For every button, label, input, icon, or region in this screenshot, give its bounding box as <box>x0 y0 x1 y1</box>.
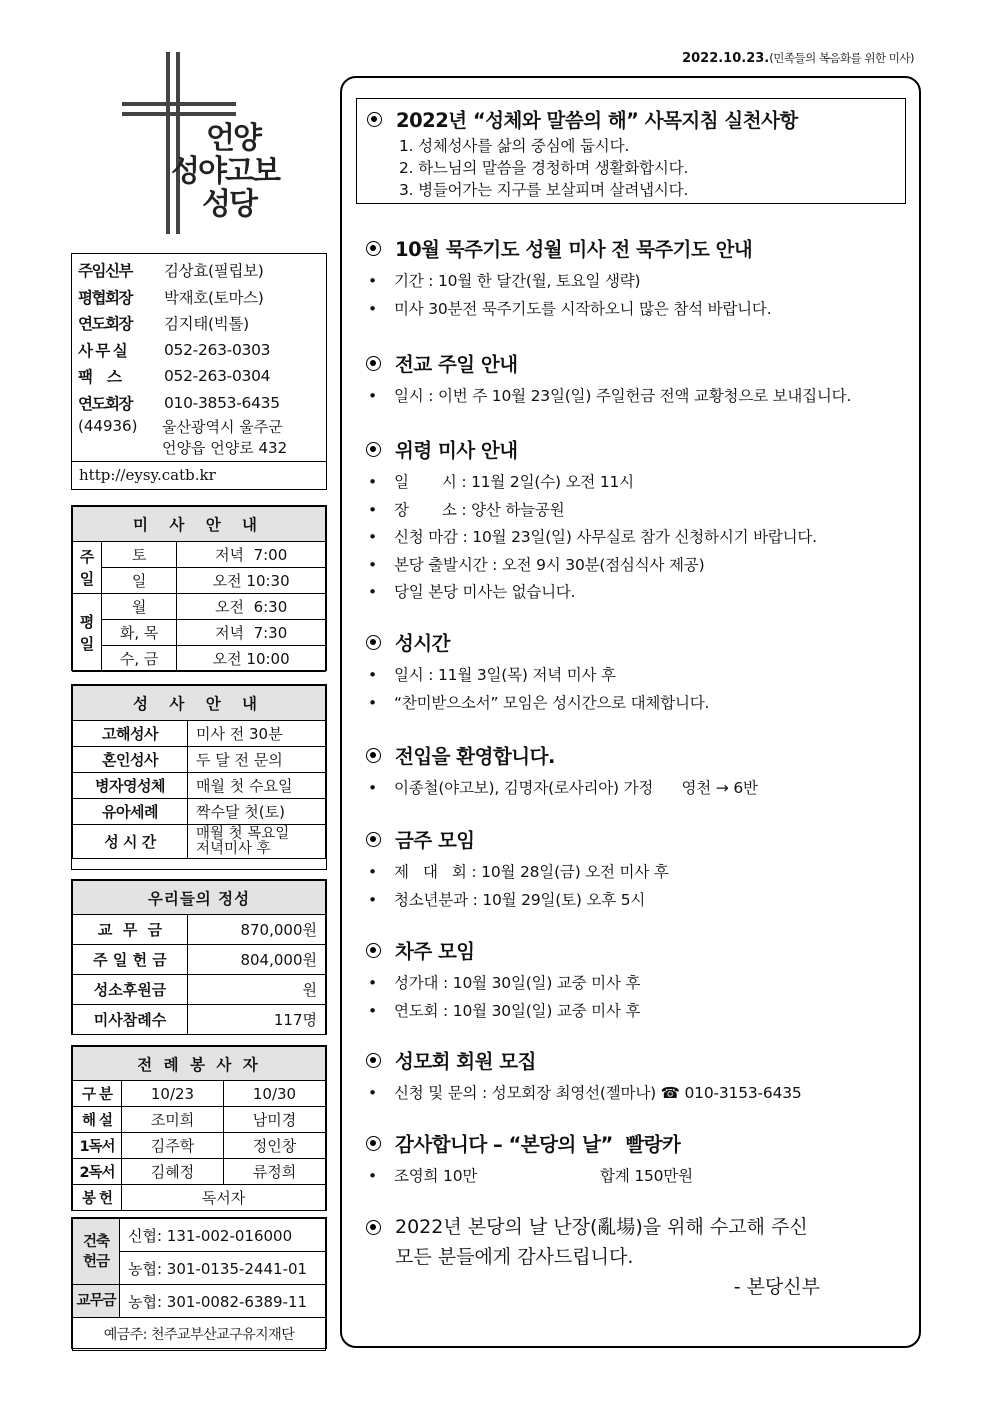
list-item: • 연도회 : 10월 30일(일) 교중 미사 후 <box>368 1001 641 1020</box>
logo-line-3: 성당 <box>202 187 256 222</box>
table-row <box>73 646 326 672</box>
bullet-icon <box>366 1136 381 1151</box>
server-name: 남미경 <box>224 1107 326 1133</box>
sacrament-label: 고해성사 <box>73 721 188 747</box>
table-row <box>73 1005 326 1035</box>
sunday-label: 주일 <box>73 542 102 594</box>
section-holy-hour <box>366 628 916 717</box>
bank-table <box>72 1218 326 1351</box>
list-item: • 성가대 : 10월 30일(일) 교중 미사 후 <box>368 974 641 992</box>
section-rosary <box>366 234 916 323</box>
info-label: 팩 스 <box>78 368 121 387</box>
offering-box <box>71 879 327 1035</box>
list-item: • 일시 : 11월 3일(목) 저녁 미사 후 <box>368 666 616 684</box>
section-title: 위령 미사 안내 <box>366 435 916 463</box>
sacrament-label: 병자영성체 <box>73 773 188 799</box>
section-thanks <box>366 1212 916 1302</box>
list-item: • 일시 : 이번 주 10월 23일(일) 주일헌금 전액 교황청으로 보내집니다. <box>368 387 852 405</box>
server-role: 구 분 <box>73 1081 122 1107</box>
section-title: 전입을 환영합니다. <box>366 741 916 769</box>
offering-label: 교 무 금 <box>73 915 188 945</box>
table-row <box>73 747 326 773</box>
bullet-icon <box>366 241 381 256</box>
nonghyup-account: 농협: 301-0135-2441-01 <box>120 1252 326 1285</box>
bullet-icon <box>366 1220 381 1235</box>
sacrament-value <box>188 825 326 859</box>
offering-label: 미사참례수 <box>73 1005 188 1035</box>
sacraments-box <box>71 684 327 870</box>
logo-line-2: 성야고보 <box>171 154 279 189</box>
mass-schedule-box <box>71 505 327 671</box>
table-row <box>73 1133 326 1159</box>
list-item: • 일 시 : 11월 2일(수) 오전 11시 <box>368 473 634 491</box>
info-row <box>78 284 320 311</box>
mass-day: 일 <box>102 568 177 594</box>
holy-hour-line-2: 저녁미사 후 <box>196 840 271 857</box>
address <box>78 417 320 459</box>
servers-title: 전 례 봉 사 자 <box>73 1047 326 1081</box>
info-label: 사 무 실 <box>78 341 127 360</box>
info-value: 박재호(토마스) <box>164 288 264 307</box>
section-legion-recruit <box>366 1046 916 1108</box>
address-line-1: 울산광역시 울주군 <box>162 418 283 436</box>
mass-day: 월 <box>102 594 177 620</box>
offering-table <box>72 880 326 1035</box>
section-title: 차주 모임 <box>366 936 916 964</box>
table-row <box>73 915 326 945</box>
info-label: 평협회장 <box>78 288 132 307</box>
thanks-line-2: 모든 분들에게 감사드립니다. <box>395 1246 634 1268</box>
bullet-icon <box>366 356 381 371</box>
mass-day: 토 <box>102 542 177 568</box>
list-item: • 당일 본당 미사는 없습니다. <box>368 583 576 601</box>
address-line-2: 언양읍 언양로 432 <box>162 439 288 457</box>
list-item: • “찬미받으소서” 모임은 성시간으로 대체합니다. <box>368 693 710 712</box>
table-row <box>73 1185 326 1211</box>
bullet-icon <box>366 442 381 457</box>
info-value: 김지태(빅톨) <box>164 315 249 334</box>
list-item: • 조영희 10만 합계 150만원 <box>368 1167 693 1185</box>
mass-time: 저녁 7:00 <box>177 542 326 568</box>
bullet-icon <box>366 635 381 650</box>
pastoral-item: 2. 하느님의 말씀을 경청하며 생활화합시다. <box>399 159 689 177</box>
sacrament-label: 유아세례 <box>73 799 188 825</box>
occasion-text: (민족들의 복음화를 위한 미사) <box>769 51 914 65</box>
list-item: • 장 소 : 양산 하늘공원 <box>368 500 565 519</box>
bullet-icon <box>366 748 381 763</box>
mass-time: 오전 10:30 <box>177 568 326 594</box>
info-row <box>78 310 320 337</box>
section-mission-sunday <box>366 349 916 411</box>
list-item: • 제 대 회 : 10월 28일(금) 오전 미사 후 <box>368 863 669 881</box>
bank-accounts-box <box>71 1217 327 1349</box>
mass-schedule-table <box>72 506 326 672</box>
list-item: • 본당 출발시간 : 오전 9시 30분(점심식사 제공) <box>368 555 705 574</box>
mass-time: 오전 6:30 <box>177 594 326 620</box>
bullet-icon <box>366 1053 381 1068</box>
offering-amount: 804,000원 <box>188 945 326 975</box>
dues-account: 농협: 301-0082-6389-11 <box>120 1285 326 1318</box>
table-row <box>73 1081 326 1107</box>
sacrament-value: 매월 첫 수요일 <box>188 773 326 799</box>
info-label: 연도회장 <box>78 394 132 413</box>
mass-schedule-title: 미 사 안 내 <box>73 507 326 542</box>
server-role: 봉 헌 <box>73 1185 122 1211</box>
sacrament-value: 짝수달 첫(토) <box>188 799 326 825</box>
bullet-icon <box>366 832 381 847</box>
table-row <box>73 945 326 975</box>
logo-line-1: 언양 <box>206 121 260 156</box>
parish-info-box <box>71 253 327 490</box>
info-row <box>78 363 320 390</box>
account-holder: 예금주: 천주교부산교구유지재단 <box>73 1318 326 1351</box>
table-row <box>73 1219 326 1252</box>
pastoral-item: 3. 병들어가는 지구를 보살피며 살려냅시다. <box>399 181 689 199</box>
table-row <box>73 721 326 747</box>
office-phone: 052-263-0303 <box>164 340 271 359</box>
list-item: • 청소년분과 : 10월 29일(토) 오후 5시 <box>368 890 646 909</box>
list-item: • 기간 : 10월 한 달간(월, 토요일 생략) <box>368 272 641 290</box>
info-row <box>78 337 320 364</box>
info-value: 김상효(필립보) <box>164 262 264 281</box>
list-item: • 신청 및 문의 : 성모회장 최영선(젤마나) ☎ 010-3153-6435 <box>368 1084 802 1102</box>
servers-table <box>72 1046 326 1211</box>
bullet-icon <box>367 112 382 127</box>
table-row <box>73 594 326 620</box>
offering-label: 주 일 헌 금 <box>73 945 188 975</box>
server-name: 조미희 <box>122 1107 224 1133</box>
table-row <box>73 825 326 859</box>
server-role: 1독서 <box>73 1133 122 1159</box>
server-date: 10/23 <box>122 1081 224 1107</box>
date-text: 2022.10.23. <box>682 51 770 66</box>
list-item: • 신청 마감 : 10월 23일(일) 사무실로 참가 신청하시기 바랍니다. <box>368 528 817 546</box>
section-title: 전교 주일 안내 <box>366 349 916 377</box>
sacrament-value: 두 달 전 문의 <box>188 747 326 773</box>
sacrament-label: 성 시 간 <box>73 825 188 859</box>
section-memorial-mass <box>366 435 916 607</box>
info-label: 주임신부 <box>78 262 132 281</box>
info-label: 연도회장 <box>78 315 132 334</box>
sacraments-title: 성 사 안 내 <box>73 686 326 721</box>
fax-number: 052-263-0304 <box>164 367 271 386</box>
table-row <box>73 975 326 1005</box>
zip-code: (44936) <box>78 417 138 435</box>
pastoral-item: 1. 성체성사를 삶의 중심에 둡시다. <box>399 137 630 155</box>
pastoral-title: 2022년 “성체와 말씀의 해” 사목지침 실천사항 <box>367 105 895 133</box>
offering-label: 성소후원금 <box>73 975 188 1005</box>
server-name: 김주학 <box>122 1133 224 1159</box>
list-item: • 미사 30분전 묵주기도를 시작하오니 많은 참석 바랍니다. <box>368 299 772 318</box>
pastoral-guidelines-box <box>356 98 906 204</box>
sacrament-label: 혼인성사 <box>73 747 188 773</box>
section-title: 금주 모임 <box>366 825 916 853</box>
parish-website-link[interactable]: http://eysy.catb.kr <box>72 461 326 489</box>
section-next-week-meetings <box>366 936 916 1025</box>
offering-amount: 870,000원 <box>188 915 326 945</box>
section-title: 10월 묵주기도 성월 미사 전 묵주기도 안내 <box>366 234 916 262</box>
server-date: 10/30 <box>224 1081 326 1107</box>
table-row <box>73 568 326 594</box>
server-role: 2독서 <box>73 1159 122 1185</box>
section-welcome <box>366 741 916 803</box>
table-row <box>73 620 326 646</box>
weekday-label: 평일 <box>73 594 102 672</box>
section-title: 성시간 <box>366 628 916 656</box>
mass-day: 수, 금 <box>102 646 177 672</box>
offering-amount: 원 <box>188 975 326 1005</box>
section-title: 성모회 회원 모집 <box>366 1046 916 1074</box>
mass-time: 저녁 7:30 <box>177 620 326 646</box>
info-row <box>78 390 320 417</box>
server-role: 해 설 <box>73 1107 122 1133</box>
info-row <box>78 257 320 284</box>
table-row <box>73 1107 326 1133</box>
table-row <box>73 1159 326 1185</box>
offering-amount: 117명 <box>188 1005 326 1035</box>
sacraments-table <box>72 685 326 859</box>
info-value: 010-3853-6435 <box>164 393 280 412</box>
server-name: 김혜정 <box>122 1159 224 1185</box>
parish-logo-name <box>160 122 290 221</box>
holy-hour-line-1: 매월 첫 목요일 <box>196 825 290 842</box>
section-title: 감사합니다 – “본당의 날” 빨랑카 <box>366 1129 916 1157</box>
table-row <box>73 1318 326 1351</box>
server-name: 독서자 <box>122 1185 326 1211</box>
server-name: 류정희 <box>224 1159 326 1185</box>
sacrament-value: 미사 전 30분 <box>188 721 326 747</box>
section-gratitude <box>366 1129 916 1191</box>
bullet-icon <box>366 943 381 958</box>
thanks-line-1: 2022년 본당의 날 난장(亂場)을 위해 수고해 주신 <box>366 1212 916 1242</box>
pastor-signature: - 본당신부 <box>733 1276 820 1298</box>
shinhyup-account: 신협: 131-002-016000 <box>120 1219 326 1252</box>
mass-time: 오전 10:00 <box>177 646 326 672</box>
mass-day: 화, 목 <box>102 620 177 646</box>
server-name: 정인창 <box>224 1133 326 1159</box>
list-item: • 이종철(야고보), 김명자(로사리아) 가정 영천 → 6반 <box>368 779 758 797</box>
dues-label: 교무금 <box>73 1285 120 1318</box>
table-row <box>73 1285 326 1318</box>
table-row <box>73 799 326 825</box>
offering-title: 우리들의 정성 <box>73 881 326 915</box>
table-row <box>73 542 326 568</box>
section-this-week-meetings <box>366 825 916 914</box>
building-fund-label: 건축 헌금 <box>73 1219 120 1285</box>
bulletin-date <box>682 50 914 66</box>
liturgical-servers-box <box>71 1045 327 1211</box>
table-row <box>73 773 326 799</box>
